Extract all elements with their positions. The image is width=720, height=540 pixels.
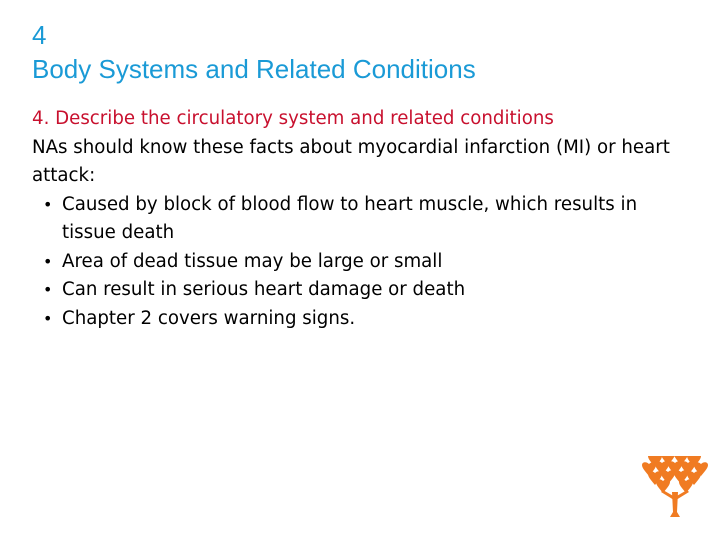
intro-paragraph: NAs should know these facts about myocardial infarction (MI) or heart attack:	[32, 136, 670, 186]
bullet-icon: •	[43, 251, 53, 271]
list-item	[32, 248, 692, 277]
bullet-icon: •	[43, 194, 53, 214]
tree-canopy	[642, 456, 708, 493]
slide-title	[32, 18, 692, 86]
bullet-icon: •	[43, 280, 53, 299]
slide-content	[32, 105, 692, 333]
hartman-logo	[641, 456, 709, 534]
bullet-list	[32, 191, 692, 334]
heart-tree-icon	[642, 456, 708, 517]
learning-objective: 4. Describe the circulatory system and related conditions	[32, 108, 554, 129]
chapter-number: 4	[32, 20, 47, 50]
chapter-title: Body Systems and Related Conditions	[32, 54, 476, 84]
list-item-text: Can result in serious heart damage or death	[62, 279, 466, 300]
list-item-text: Caused by block of blood flow to heart muscle, which results in tissue death	[62, 193, 638, 243]
list-item	[32, 191, 692, 248]
list-item-text: Area of dead tissue may be large or small	[62, 250, 443, 272]
bullet-icon: •	[43, 308, 53, 328]
list-item-text: Chapter 2 covers warning signs.	[62, 307, 356, 329]
list-item	[32, 276, 692, 305]
list-item	[32, 305, 692, 334]
